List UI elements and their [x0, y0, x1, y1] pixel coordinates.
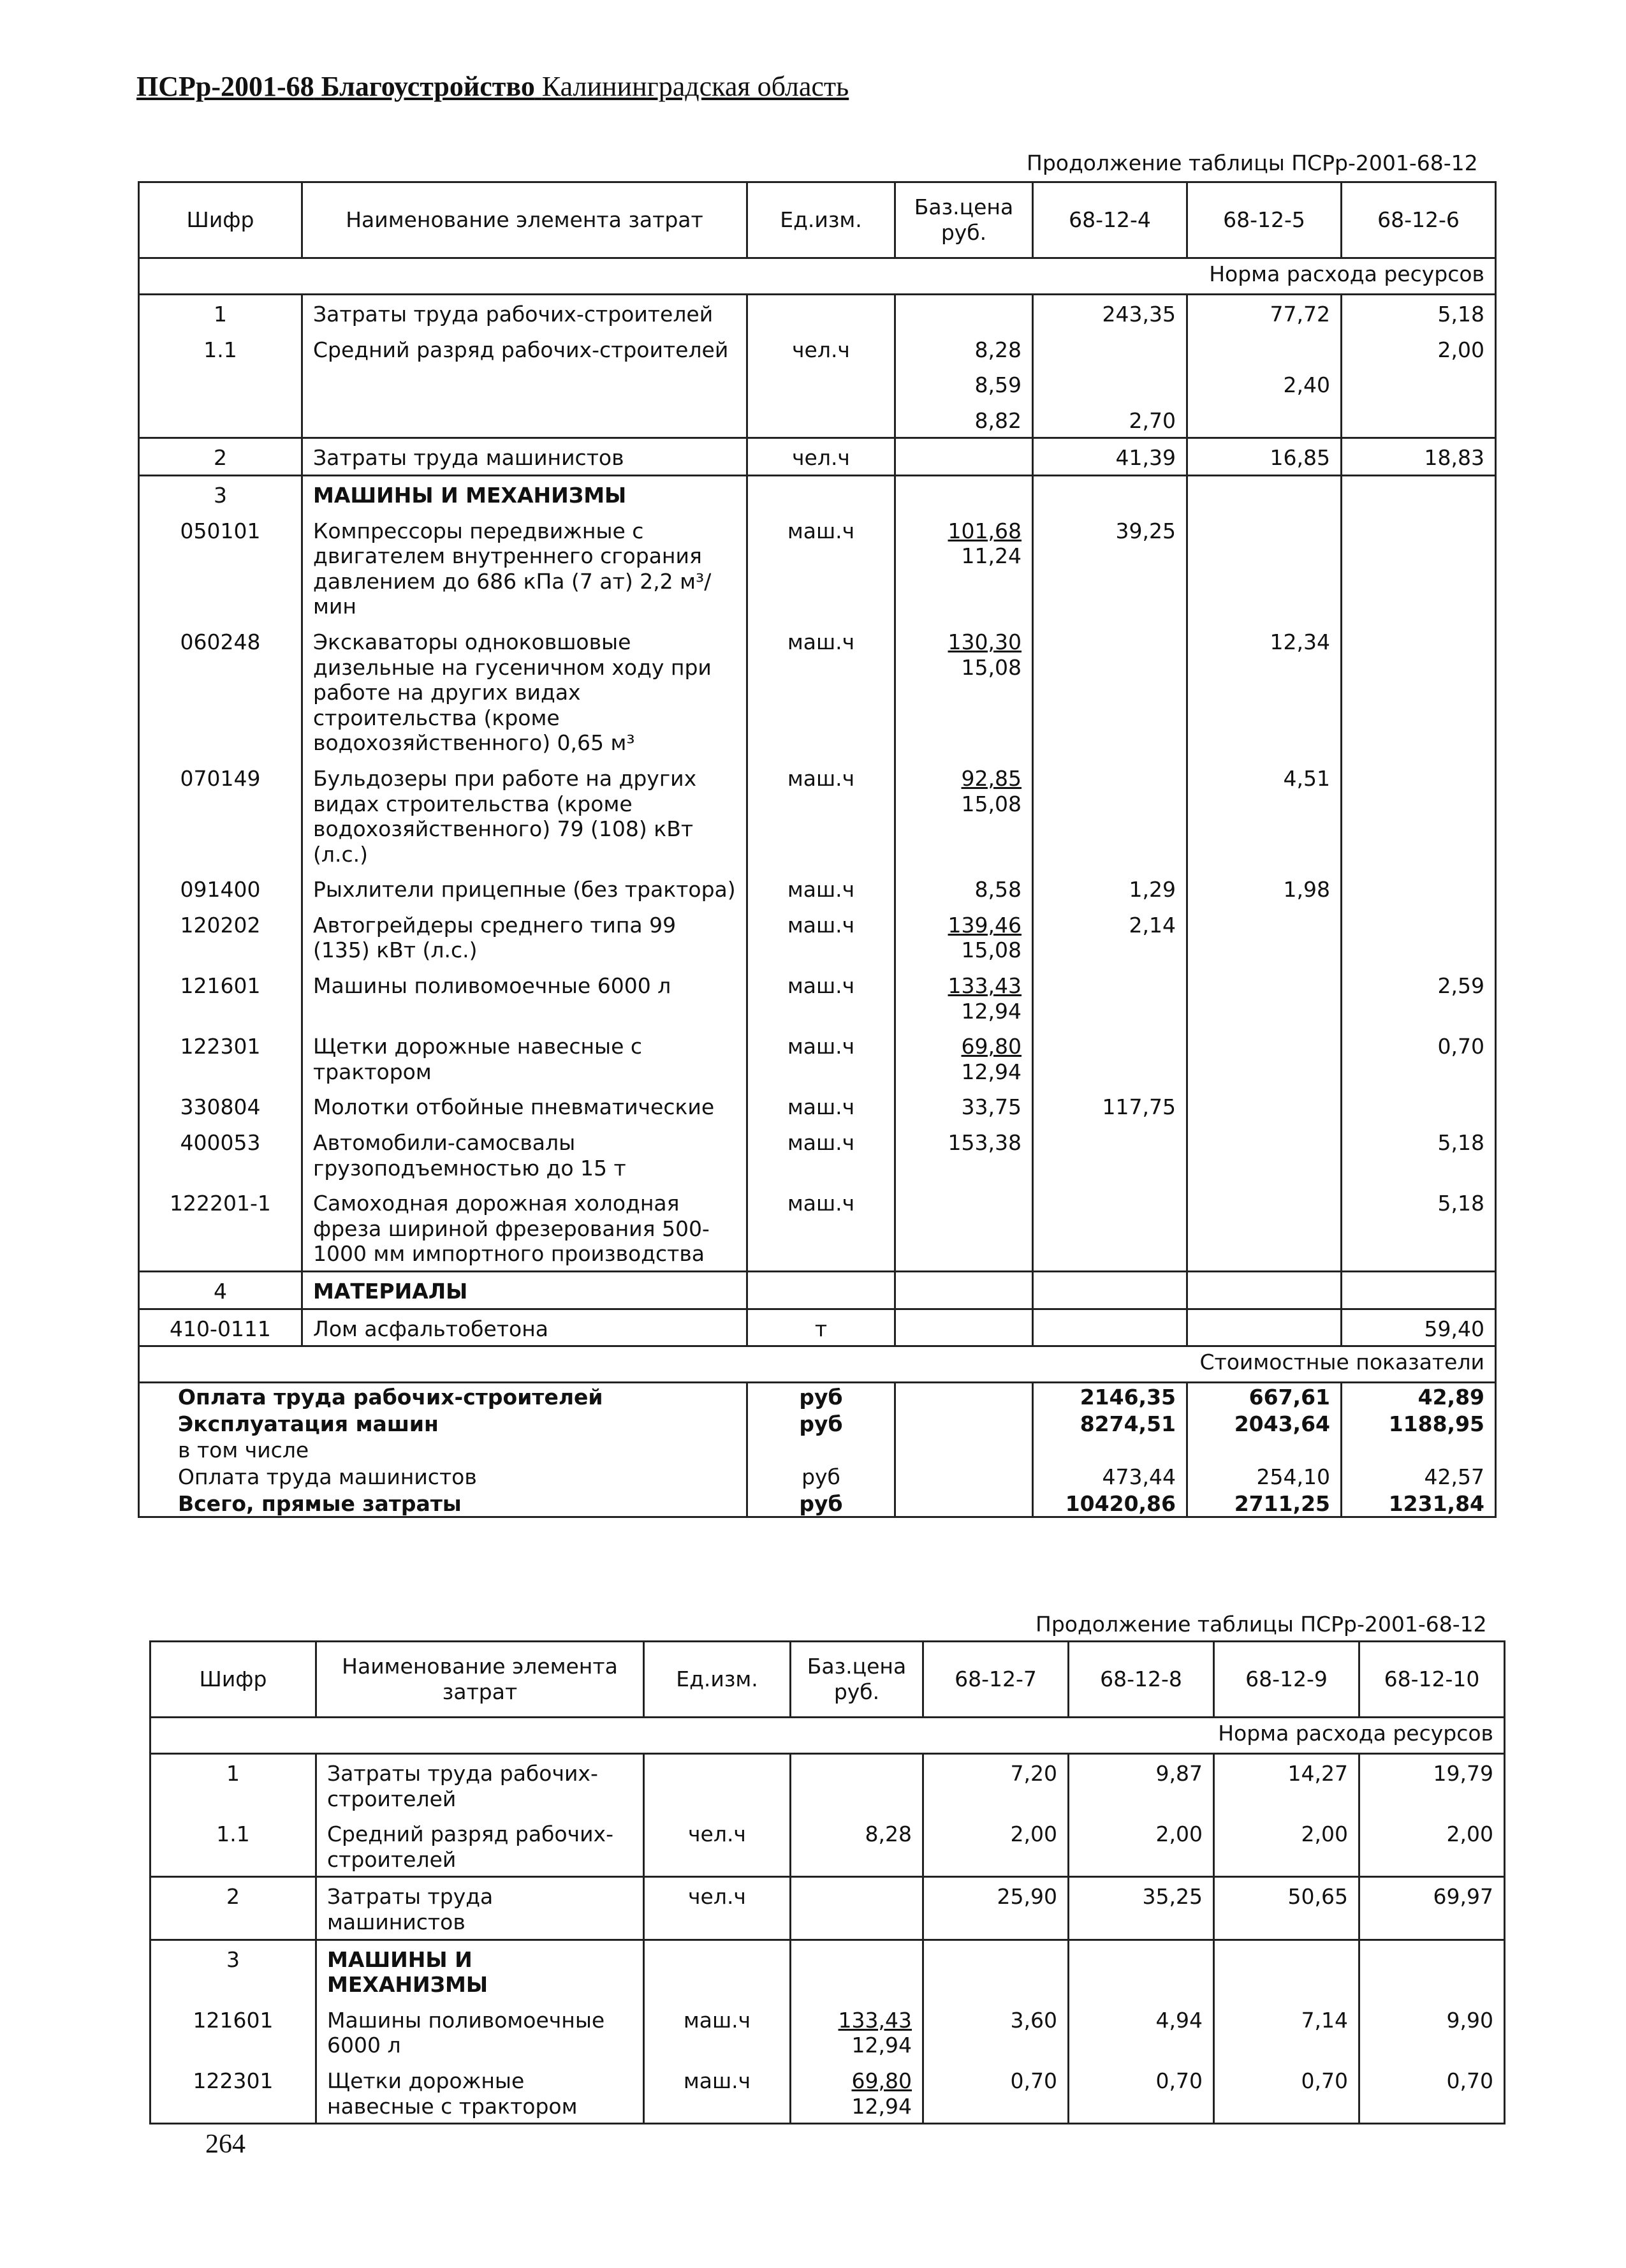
norm-value: [1187, 1309, 1342, 1346]
cost-row-label: Эксплуатация машин: [139, 1410, 747, 1437]
base-price: 69,80: [961, 1034, 1022, 1059]
cost-value: 10420,86: [1033, 1490, 1187, 1517]
base-price: 8,58: [974, 877, 1022, 902]
row-unit: маш.ч: [747, 1027, 895, 1088]
cost-row-label: Всего, прямые затраты: [139, 1490, 747, 1517]
cost-value: 254,10: [1187, 1463, 1342, 1490]
base-price: 92,85: [961, 765, 1022, 791]
norm-value: 25,90: [923, 1877, 1069, 1940]
col-header: Шифр: [150, 1642, 316, 1718]
row-name: Бульдозеры при работе на других видах строительства (кроме водохозяйственного) 79 (108) кВт (л.с.): [302, 760, 747, 871]
row-name: Средний разряд рабочих-строителей: [302, 331, 747, 367]
row-price: [895, 512, 1033, 623]
cost-value: 473,44: [1033, 1463, 1187, 1490]
table-row: [150, 1877, 1505, 1940]
cost-row-label: в том числе: [139, 1436, 747, 1463]
cost-value: [1342, 1436, 1496, 1463]
row-unit: маш.ч: [747, 623, 895, 760]
row-name: Лом асфальтобетона: [302, 1309, 747, 1346]
table-row: [139, 1124, 1496, 1184]
row-unit: чел.ч: [644, 1815, 791, 1877]
row-price: [895, 623, 1033, 760]
col-header: Наименование элемента затрат: [316, 1642, 644, 1718]
norm-value: 0,70: [1342, 1027, 1496, 1088]
row-price: [895, 438, 1033, 476]
row-code: 091400: [139, 871, 302, 906]
table-row: [139, 1027, 1496, 1088]
table-row: [139, 623, 1496, 760]
base-price: 8,59: [974, 372, 1022, 398]
table-row: [139, 967, 1496, 1027]
row-code: 121601: [150, 2001, 316, 2062]
cost-row-empty: [895, 1436, 1033, 1463]
cost-value: [1187, 1436, 1342, 1463]
row-name: [302, 366, 747, 402]
norm-value: [1187, 1027, 1342, 1088]
row-price: [895, 760, 1033, 871]
norm-value: 59,40: [1342, 1309, 1496, 1346]
header-section: Благоустройство: [321, 71, 535, 102]
norm-value: [1187, 1088, 1342, 1124]
norm-value: [1033, 1309, 1187, 1346]
row-unit: [747, 1272, 895, 1309]
row-unit: маш.ч: [747, 760, 895, 871]
norm-value: 41,39: [1033, 438, 1187, 476]
row-unit: [644, 1754, 791, 1816]
base-price: 153,38: [948, 1130, 1022, 1156]
row-code: 120202: [139, 906, 302, 967]
norm-value: 0,70: [923, 2062, 1069, 2124]
row-name: [302, 402, 747, 438]
table-row: [139, 1272, 1496, 1309]
norm-value: [1069, 1940, 1214, 2001]
norm-value: [1214, 1940, 1359, 2001]
table-row: [139, 438, 1496, 476]
col-header: Ед.изм.: [747, 182, 895, 258]
norm-value: [1187, 1184, 1342, 1271]
norm-value: [1033, 760, 1187, 871]
norm-value: [1187, 967, 1342, 1027]
col-header: 68-12-5: [1187, 182, 1342, 258]
norm-value: 243,35: [1033, 295, 1187, 331]
norm-value: [1033, 1184, 1187, 1271]
col-header: 68-12-10: [1359, 1642, 1505, 1718]
row-code: 4: [139, 1272, 302, 1309]
row-price: [895, 1309, 1033, 1346]
col-header: Ед.изм.: [644, 1642, 791, 1718]
table-row: [139, 295, 1496, 331]
table-row: [139, 402, 1496, 438]
row-name: МАТЕРИАЛЫ: [302, 1272, 747, 1309]
row-code: 2: [139, 438, 302, 476]
norm-value: 50,65: [1214, 1877, 1359, 1940]
norm-value: 2,00: [923, 1815, 1069, 1877]
cost-value: 2711,25: [1187, 1490, 1342, 1517]
col-header: Баз.цена руб.: [791, 1642, 923, 1718]
row-unit: маш.ч: [747, 906, 895, 967]
table-row: [139, 1088, 1496, 1124]
col-header: Баз.цена руб.: [895, 182, 1033, 258]
row-code: 1: [139, 295, 302, 331]
cost-row: [139, 1410, 1496, 1437]
table-row: [139, 1184, 1496, 1271]
norm-value: [1187, 906, 1342, 967]
row-price: [895, 475, 1033, 512]
norm-value: [1033, 331, 1187, 367]
norm-value: 4,51: [1187, 760, 1342, 871]
col-header: 68-12-4: [1033, 182, 1187, 258]
table1: [138, 181, 1497, 1518]
row-name: Щетки дорожные навесные с трактором: [316, 2062, 644, 2124]
page-number: 264: [205, 2130, 245, 2159]
norm-value: 0,70: [1214, 2062, 1359, 2124]
row-name: Затраты труда машинистов: [316, 1877, 644, 1940]
norm-value: [1187, 1272, 1342, 1309]
table2: [149, 1640, 1505, 2124]
cost-value: 42,57: [1342, 1463, 1496, 1490]
cost-value: 667,61: [1187, 1383, 1342, 1410]
row-code: 330804: [139, 1088, 302, 1124]
norm-value: [1187, 512, 1342, 623]
norm-value: 1,29: [1033, 871, 1187, 906]
row-price: [791, 2062, 923, 2124]
norm-value: [1342, 475, 1496, 512]
norm-value: [1033, 366, 1187, 402]
table-row: [139, 366, 1496, 402]
row-unit: маш.ч: [747, 1088, 895, 1124]
base-price: 8,28: [865, 1822, 912, 1847]
norm-value: [923, 1940, 1069, 2001]
norm-value: [1033, 1124, 1187, 1184]
base-price: 8,28: [974, 337, 1022, 362]
row-code: 1: [150, 1754, 316, 1816]
norm-value: [1342, 1088, 1496, 1124]
norm-value: 3,60: [923, 2001, 1069, 2062]
norm-value: 2,00: [1359, 1815, 1505, 1877]
norm-value: 117,75: [1033, 1088, 1187, 1124]
row-name: Средний разряд рабочих-строителей: [316, 1815, 644, 1877]
row-price: [791, 2001, 923, 2062]
row-unit: маш.ч: [747, 1184, 895, 1271]
row-price: [791, 1815, 923, 1877]
norm-value: 2,00: [1214, 1815, 1359, 1877]
norm-label: Норма расхода ресурсов: [150, 1718, 1505, 1754]
table-row: [139, 906, 1496, 967]
row-unit: маш.ч: [747, 871, 895, 906]
norm-value: [1033, 1272, 1187, 1309]
row-name: Самоходная дорожная холодная фреза шириной фрезерования 500-1000 мм импортного производства: [302, 1184, 747, 1271]
row-unit: маш.ч: [644, 2001, 791, 2062]
row-code: 060248: [139, 623, 302, 760]
norm-value: [1342, 366, 1496, 402]
row-price: [895, 1124, 1033, 1184]
table1-header-row: [139, 182, 1496, 258]
row-unit: маш.ч: [747, 1124, 895, 1184]
header-code: ПСРр-2001-68: [136, 71, 314, 102]
col-header: 68-12-6: [1342, 182, 1496, 258]
norm-value: 39,25: [1033, 512, 1187, 623]
row-code: [139, 402, 302, 438]
norm-value: [1342, 906, 1496, 967]
cost-row-label: Оплата труда рабочих-строителей: [139, 1383, 747, 1410]
norm-value: [1342, 760, 1496, 871]
table-row: [150, 2001, 1505, 2062]
row-name: Затраты труда рабочих-строителей: [302, 295, 747, 331]
norm-value: 14,27: [1214, 1754, 1359, 1816]
norm-value: 2,14: [1033, 906, 1187, 967]
row-name: МАШИНЫ И МЕХАНИЗМЫ: [302, 475, 747, 512]
table-row: [139, 475, 1496, 512]
row-price: [895, 366, 1033, 402]
cost-row: [139, 1490, 1496, 1517]
row-unit: [747, 475, 895, 512]
norm-value: 77,72: [1187, 295, 1342, 331]
base-price-secondary: 15,08: [961, 938, 1022, 963]
norm-value: 19,79: [1359, 1754, 1505, 1816]
norm-value: 7,20: [923, 1754, 1069, 1816]
table-row: [139, 331, 1496, 367]
cost-value: 42,89: [1342, 1383, 1496, 1410]
row-code: 122301: [150, 2062, 316, 2124]
cost-row-unit: руб: [747, 1490, 895, 1517]
row-name: Щетки дорожные навесные с трактором: [302, 1027, 747, 1088]
row-unit: [747, 295, 895, 331]
norm-value: 9,87: [1069, 1754, 1214, 1816]
norm-value: [1342, 402, 1496, 438]
row-unit: [644, 1940, 791, 2001]
table-row: [150, 2062, 1505, 2124]
norm-value: 16,85: [1187, 438, 1342, 476]
norm-value: [1033, 475, 1187, 512]
row-code: 400053: [139, 1124, 302, 1184]
cost-row-empty: [895, 1490, 1033, 1517]
table2-continuation: Продолжение таблицы ПСРр-2001-68-12: [1036, 1612, 1487, 1637]
norm-value: [1033, 967, 1187, 1027]
base-price-secondary: 12,94: [851, 2093, 912, 2119]
norm-value: [1342, 1272, 1496, 1309]
col-header: 68-12-9: [1214, 1642, 1359, 1718]
base-price: 8,82: [974, 408, 1022, 433]
row-name: Автомобили-самосвалы грузоподъемностью до 15 т: [302, 1124, 747, 1184]
header-region: Калининградская область: [541, 71, 849, 102]
norm-value: 1,98: [1187, 871, 1342, 906]
base-price-secondary: 12,94: [851, 2033, 912, 2058]
cost-value: 1188,95: [1342, 1410, 1496, 1437]
cost-row: [139, 1463, 1496, 1490]
base-price: 33,75: [961, 1094, 1022, 1120]
row-unit: маш.ч: [747, 512, 895, 623]
row-name: Автогрейдеры среднего типа 99 (135) кВт (л.с.): [302, 906, 747, 967]
row-price: [895, 402, 1033, 438]
norm-value: 2,00: [1342, 331, 1496, 367]
col-header: Наименование элемента затрат: [302, 182, 747, 258]
norm-value: 0,70: [1359, 2062, 1505, 2124]
norm-value: 12,34: [1187, 623, 1342, 760]
base-price: 130,30: [948, 629, 1022, 654]
table-row: [150, 1754, 1505, 1816]
cost-row-empty: [895, 1410, 1033, 1437]
table-row: [139, 760, 1496, 871]
row-unit: чел.ч: [747, 331, 895, 367]
col-header: Шифр: [139, 182, 302, 258]
norm-value: 18,83: [1342, 438, 1496, 476]
cost-label-row: [139, 1346, 1496, 1383]
row-name: Экскаваторы одноковшовые дизельные на гусеничном ходу при работе на других видах строительства (кроме водохозяйственного) 0,65 м³: [302, 623, 747, 760]
norm-row: [150, 1718, 1505, 1754]
base-price-secondary: 12,94: [961, 998, 1022, 1024]
norm-value: 69,97: [1359, 1877, 1505, 1940]
norm-value: [1033, 1027, 1187, 1088]
norm-value: 2,00: [1069, 1815, 1214, 1877]
row-code: 3: [139, 475, 302, 512]
table-row: [139, 512, 1496, 623]
base-price: 133,43: [948, 973, 1022, 999]
norm-value: 35,25: [1069, 1877, 1214, 1940]
col-header: 68-12-7: [923, 1642, 1069, 1718]
row-code: 3: [150, 1940, 316, 2001]
cost-row-unit: руб: [747, 1383, 895, 1410]
base-price: 101,68: [948, 518, 1022, 543]
row-unit: маш.ч: [644, 2062, 791, 2124]
row-unit: маш.ч: [747, 967, 895, 1027]
cost-row-unit: [747, 1436, 895, 1463]
cost-value: 2146,35: [1033, 1383, 1187, 1410]
base-price-secondary: 12,94: [961, 1059, 1022, 1084]
base-price-secondary: 15,08: [961, 654, 1022, 680]
norm-value: [1187, 1124, 1342, 1184]
cost-value: 1231,84: [1342, 1490, 1496, 1517]
row-price: [895, 906, 1033, 967]
norm-value: 4,94: [1069, 2001, 1214, 2062]
norm-value: [1187, 402, 1342, 438]
norm-value: [1033, 623, 1187, 760]
row-code: 050101: [139, 512, 302, 623]
cost-value: [1033, 1436, 1187, 1463]
row-unit: [747, 402, 895, 438]
row-code: 1.1: [150, 1815, 316, 1877]
row-name: Компрессоры передвижные с двигателем внутреннего сгорания давлением до 686 кПа (7 ат) 2,2 м³/мин: [302, 512, 747, 623]
row-name: МАШИНЫ И МЕХАНИЗМЫ: [316, 1940, 644, 2001]
norm-value: [1342, 871, 1496, 906]
cost-row-empty: [895, 1463, 1033, 1490]
row-code: 122201-1: [139, 1184, 302, 1271]
base-price: 139,46: [948, 912, 1022, 938]
cost-row-unit: руб: [747, 1463, 895, 1490]
base-price-secondary: 15,08: [961, 791, 1022, 816]
col-header: 68-12-8: [1069, 1642, 1214, 1718]
norm-value: 0,70: [1069, 2062, 1214, 2124]
row-code: [139, 366, 302, 402]
cost-label: Стоимостные показатели: [139, 1346, 1496, 1383]
cost-row-empty: [895, 1383, 1033, 1410]
row-price: [791, 1877, 923, 1940]
base-price: 69,80: [851, 2068, 912, 2093]
row-name: Рыхлители прицепные (без трактора): [302, 871, 747, 906]
cost-row-label: Оплата труда машинистов: [139, 1463, 747, 1490]
row-name: Молотки отбойные пневматические: [302, 1088, 747, 1124]
norm-value: 2,70: [1033, 402, 1187, 438]
norm-value: 7,14: [1214, 2001, 1359, 2062]
table1-continuation: Продолжение таблицы ПСРр-2001-68-12: [1027, 151, 1478, 175]
row-name: Затраты труда машинистов: [302, 438, 747, 476]
norm-value: 5,18: [1342, 295, 1496, 331]
row-price: [895, 1184, 1033, 1271]
cost-value: 8274,51: [1033, 1410, 1187, 1437]
row-price: [895, 331, 1033, 367]
row-code: 2: [150, 1877, 316, 1940]
norm-value: [1187, 331, 1342, 367]
table-row: [150, 1815, 1505, 1877]
table-row: [139, 1309, 1496, 1346]
row-price: [895, 967, 1033, 1027]
row-name: Машины поливомоечные 6000 л: [302, 967, 747, 1027]
cost-row-unit: руб: [747, 1410, 895, 1437]
row-name: Затраты труда рабочих-строителей: [316, 1754, 644, 1816]
row-code: 410-0111: [139, 1309, 302, 1346]
row-price: [791, 1940, 923, 2001]
cost-row: [139, 1383, 1496, 1410]
row-unit: чел.ч: [644, 1877, 791, 1940]
row-price: [895, 1088, 1033, 1124]
table-row: [139, 871, 1496, 906]
row-price: [895, 871, 1033, 906]
row-unit: т: [747, 1309, 895, 1346]
norm-row: [139, 258, 1496, 295]
norm-value: [1342, 623, 1496, 760]
norm-value: [1342, 512, 1496, 623]
base-price: 133,43: [838, 2007, 912, 2033]
norm-value: [1187, 475, 1342, 512]
row-code: 121601: [139, 967, 302, 1027]
norm-value: 9,90: [1359, 2001, 1505, 2062]
row-unit: чел.ч: [747, 438, 895, 476]
row-code: 070149: [139, 760, 302, 871]
row-name: Машины поливомоечные 6000 л: [316, 2001, 644, 2062]
row-price: [791, 1754, 923, 1816]
row-unit: [747, 366, 895, 402]
row-code: 122301: [139, 1027, 302, 1088]
page-header: [136, 70, 849, 103]
row-price: [895, 295, 1033, 331]
norm-label: Норма расхода ресурсов: [139, 258, 1496, 295]
norm-value: 5,18: [1342, 1124, 1496, 1184]
cost-value: 2043,64: [1187, 1410, 1342, 1437]
norm-value: 2,59: [1342, 967, 1496, 1027]
cost-row: [139, 1436, 1496, 1463]
norm-value: 2,40: [1187, 366, 1342, 402]
row-code: 1.1: [139, 331, 302, 367]
row-price: [895, 1272, 1033, 1309]
table2-header-row: [150, 1642, 1505, 1718]
table-row: [150, 1940, 1505, 2001]
base-price-secondary: 11,24: [961, 543, 1022, 569]
row-price: [895, 1027, 1033, 1088]
norm-value: 5,18: [1342, 1184, 1496, 1271]
norm-value: [1359, 1940, 1505, 2001]
